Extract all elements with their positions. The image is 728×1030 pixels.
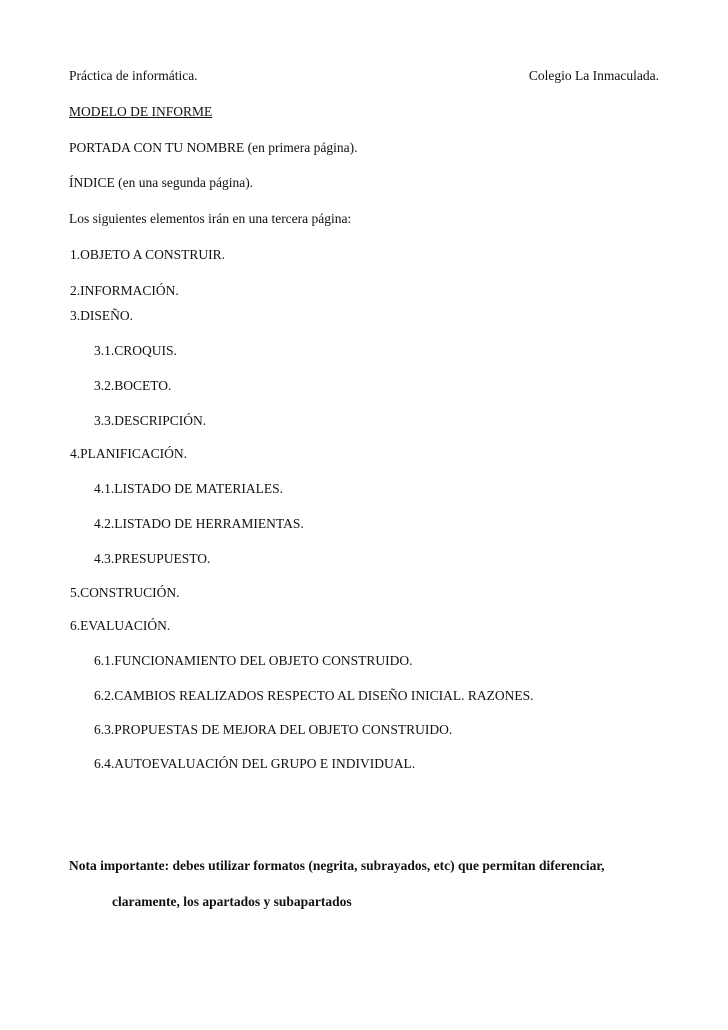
section-4: 4.PLANIFICACIÓN. <box>70 446 188 461</box>
section-6-1: 6.1.FUNCIONAMIENTO DEL OBJETO CONSTRUIDO. <box>94 653 413 668</box>
section-6: 6.EVALUACIÓN. <box>70 618 171 633</box>
section-5: 5.CONSTRUCIÓN. <box>70 585 180 600</box>
intro-index: ÍNDICE (en una segunda página). <box>69 175 254 190</box>
document-title: MODELO DE INFORME <box>69 104 213 119</box>
section-1: 1.OBJETO A CONSTRUIR. <box>70 247 226 262</box>
section-3-1: 3.1.CROQUIS. <box>94 343 177 358</box>
intro-third-page: Los siguientes elementos irán en una tercera página: <box>69 211 352 226</box>
section-6-3: 6.3.PROPUESTAS DE MEJORA DEL OBJETO CONSTRUIDO. <box>94 722 453 737</box>
section-4-2: 4.2.LISTADO DE HERRAMIENTAS. <box>94 516 304 531</box>
section-6-2: 6.2.CAMBIOS REALIZADOS RESPECTO AL DISEÑO INICIAL. RAZONES. <box>94 688 534 703</box>
header-right: Colegio La Inmaculada. <box>528 68 659 83</box>
section-2: 2.INFORMACIÓN. <box>70 283 179 298</box>
note-line-1: Nota importante: debes utilizar formatos (negrita, subrayados, etc) que permitan diferenciar, <box>69 858 605 873</box>
intro-cover: PORTADA CON TU NOMBRE (en primera página). <box>69 140 358 155</box>
note-line-2: claramente, los apartados y subapartados <box>112 894 352 909</box>
section-6-4: 6.4.AUTOEVALUACIÓN DEL GRUPO E INDIVIDUAL. <box>94 756 416 771</box>
section-4-1: 4.1.LISTADO DE MATERIALES. <box>94 481 284 496</box>
section-3-2: 3.2.BOCETO. <box>94 378 172 393</box>
section-4-3: 4.3.PRESUPUESTO. <box>94 551 211 566</box>
header-left: Práctica de informática. <box>69 68 198 83</box>
section-3: 3.DISEÑO. <box>70 308 133 323</box>
section-3-3: 3.3.DESCRIPCIÓN. <box>94 413 207 428</box>
